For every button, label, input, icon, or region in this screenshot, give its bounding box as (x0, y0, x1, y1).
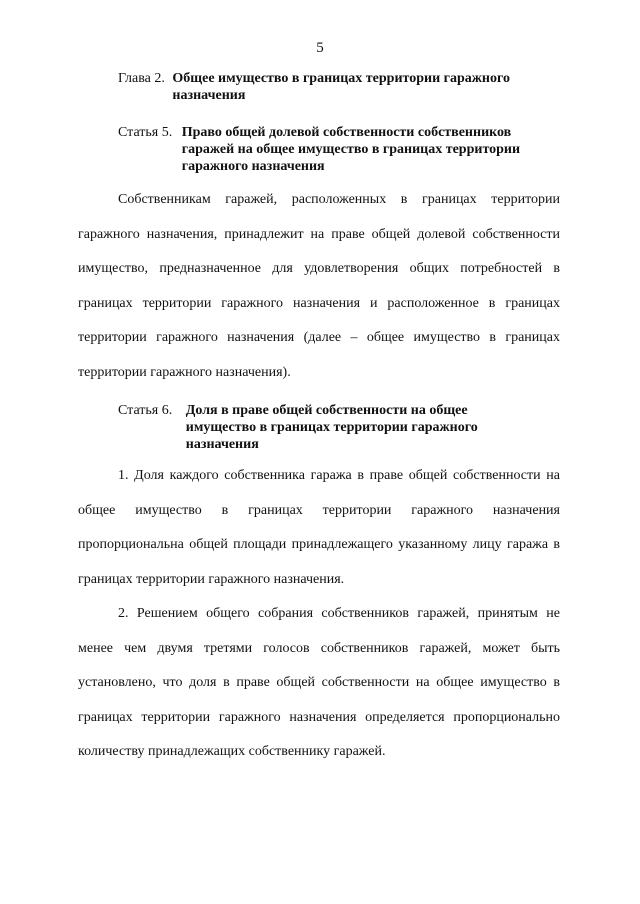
chapter-label: Глава 2. (118, 71, 165, 86)
article5-heading (118, 124, 554, 175)
chapter-heading (118, 70, 532, 104)
article6-heading (118, 402, 516, 453)
article6-paragraph-1: 1. Доля каждого собственника гаража в праве общей собственности на общее имущество в границах территории гаражного назначения пропорциональна общей площади принадлежащего указанному лицу гаража в границах территории гаражного назначения. (78, 468, 560, 587)
article6-label: Статья 6. (118, 403, 173, 418)
page-number: 5 (316, 40, 324, 56)
article5-label: Статья 5. (118, 125, 173, 140)
article6-paragraph-2: 2. Решением общего собрания собственников гаражей, принятым не менее чем двумя третями голосов собственников гаражей, может быть установлено, что доля в праве общей собственности на общее имущество в границах территории гаражного назначения определяется пропорционально количеству принадлежащих собственнику гаражей. (78, 606, 560, 759)
article6-title: Доля в праве общей собственности на общее имущество в границах территории гаражного назначения (185, 403, 478, 452)
article5-paragraph: Собственникам гаражей, расположенных в границах территории гаражного назначения, принадлежит на праве общей долевой собственности имущество, предназначенное для удовлетворения общих потребностей в границах территории гаражного назначения и расположенное в границах территории гаражного назначения (далее – общее имущество в границах территории гаражного назначения). (78, 192, 560, 380)
chapter-title: Общее имущество в границах территории гаражного назначения (172, 71, 511, 103)
article5-title: Право общей долевой собственности собственников гаражей на общее имущество в границах территории гаражного назначения (181, 125, 521, 174)
